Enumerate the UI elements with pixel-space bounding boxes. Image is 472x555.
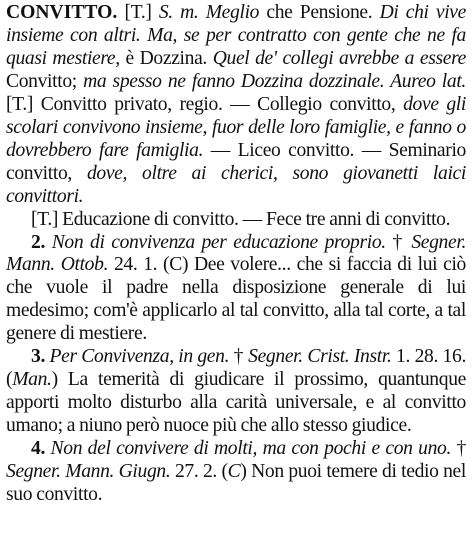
body-text: [T.] bbox=[117, 2, 159, 23]
entry-headword: CONVITTO. bbox=[6, 2, 118, 23]
body-text: † bbox=[451, 438, 466, 460]
italic-text: S. m. Meglio bbox=[158, 2, 260, 23]
italic-text: Di chi vive insieme con altri. Ma, se per contratto con gente che ne fa quasi mestiere, bbox=[6, 2, 467, 69]
entry-paragraph bbox=[6, 2, 466, 209]
body-text: [T.] Educazione di convitto. — Fece tre anni di convitto. bbox=[31, 208, 451, 230]
italic-text: Man. bbox=[12, 369, 52, 391]
body-text: che Pensione. bbox=[259, 2, 380, 23]
italic-text: Non di convivenza per educazione proprio. bbox=[45, 231, 386, 253]
italic-text: ma spesso ne fanno Dozzina dozzinale. Aureo lat. bbox=[83, 70, 466, 92]
body-text: [T.] Convitto privato, regio. — Collegio convitto, bbox=[6, 93, 404, 115]
italic-text: Segner. Crist. Instr. bbox=[248, 346, 392, 368]
italic-text: C bbox=[227, 461, 241, 483]
body-text: † bbox=[229, 346, 249, 368]
body-text: è Dozzina. bbox=[119, 47, 213, 69]
italic-text: Per Convivenza, in gen. bbox=[45, 346, 230, 368]
entry-paragraph bbox=[6, 209, 466, 232]
body-text: 27. 2. ( bbox=[170, 461, 228, 483]
italic-text: Non del convivere di molti, ma con pochi e con uno. bbox=[45, 438, 452, 460]
body-text: 1. 28. 16. ( bbox=[6, 346, 466, 391]
entry-paragraph bbox=[6, 438, 466, 507]
body-text: Convitto; bbox=[6, 70, 84, 92]
body-text: ) La temerità di giudicare il prossimo, quantunque apporti molto disturbo alla carità universale, e al convitto umano; a niuno però nuoce più che allo stesso giudice. bbox=[6, 369, 466, 437]
sense-number: 4. bbox=[31, 438, 45, 460]
body-text: 24. 1. (C) Dee volere... che si faccia di lui ciò che vuole il padre nella disposizione generale di lui medesimo; com'è applicarlo al tal convitto, alla tal corte, a tal genere di mestiere. bbox=[6, 254, 466, 345]
italic-text: Segner. Mann. Giugn. bbox=[6, 461, 171, 483]
body-text: — Liceo convitto. — Seminario convitto, bbox=[6, 139, 466, 184]
body-text: ) Non puoi temere di tedio nel suo convitto. bbox=[6, 461, 466, 506]
entry-paragraph bbox=[6, 232, 466, 347]
sense-number: 2. bbox=[31, 231, 45, 253]
italic-text: Quel de' collegi avrebbe a essere bbox=[212, 47, 466, 69]
entry-paragraph bbox=[6, 346, 466, 438]
body-text: † bbox=[385, 231, 412, 253]
italic-text: dove, oltre ai cherici, sono giovanetti laici convittori. bbox=[6, 162, 466, 207]
italic-text: Segner. Mann. Ottob. bbox=[6, 231, 466, 276]
sense-number: 3. bbox=[31, 346, 45, 368]
italic-text: dove gli scolari convivono insieme, fuor delle loro famiglie, e fanno o dovrebbero fare famiglia. bbox=[6, 93, 466, 161]
